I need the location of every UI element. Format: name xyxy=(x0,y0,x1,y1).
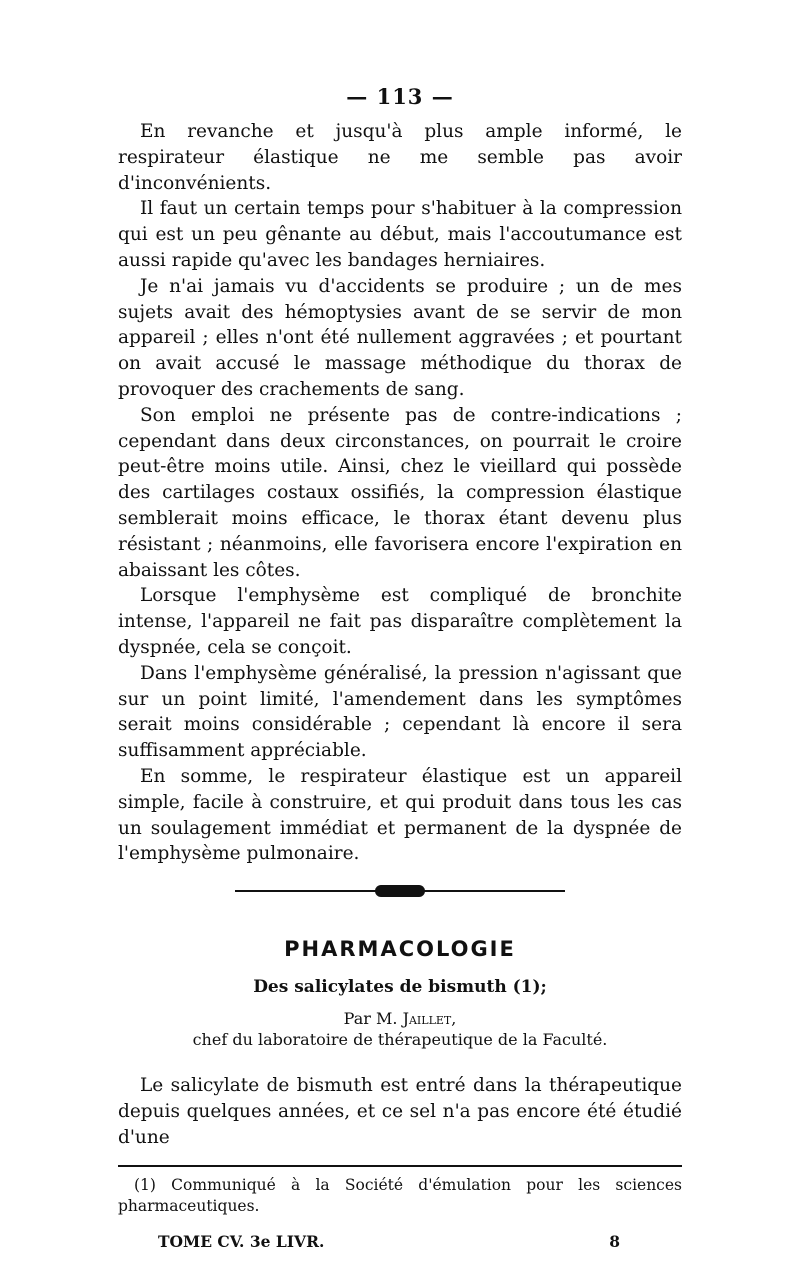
rule-ornament xyxy=(375,885,425,897)
ornamental-rule xyxy=(235,885,565,897)
paragraph: Il faut un certain temps pour s'habituer à la compression qui est un peu gênante au début, mais l'accoutumance est aussi rapide qu'avec les bandages herniaires. xyxy=(118,198,682,271)
footnote-rule xyxy=(118,1165,682,1167)
byline-prefix: Par M. xyxy=(343,1009,398,1029)
signature-number: 8 xyxy=(609,1232,620,1251)
paragraph: Son emploi ne présente pas de contre-indications ; cependant dans deux circonstances, on pourrait le croire peut-être moins utile. Ainsi, chez le vieillard qui possède des cartilages costaux ossifiés, la compression élastique semblerait moins efficace, le thorax étant devenu plus résistant ; néanmoins, elle favorisera encore l'expiration en abaissant les côtes. xyxy=(118,404,682,581)
author-name: Jaillet, xyxy=(402,1009,457,1029)
signature-volume: TOME CV. 3e LIVR. xyxy=(158,1232,325,1251)
footnote: (1) Communiqué à la Société d'émulation pour les sciences pharmaceutiques. xyxy=(118,1175,682,1215)
paragraph: Dans l'emphysème généralisé, la pression n'agissant que sur un point limité, l'amendement dans les symptômes serait moins considérable ; cependant là encore il sera suffisamment appréciable. xyxy=(118,662,682,762)
paragraph: En revanche et jusqu'à plus ample informé, le respirateur élastique ne me semble pas avoir d'inconvénients. xyxy=(118,121,682,194)
page-number: — 113 — xyxy=(346,84,454,109)
byline xyxy=(118,1009,682,1028)
author-affiliation: chef du laboratoire de thérapeutique de la Faculté. xyxy=(192,1030,608,1050)
paragraph: Lorsque l'emphysème est compliqué de bronchite intense, l'appareil ne fait pas disparaître complètement la dyspnée, cela se conçoit. xyxy=(118,585,682,658)
article-title: Des salicylates de bismuth (1); xyxy=(253,977,547,998)
section-heading: PHARMACOLOGIE xyxy=(284,937,516,962)
paragraph: Je n'ai jamais vu d'accidents se produire ; un de mes sujets avait des hémoptysies avant de se servir de mon appareil ; elles n'ont été nullement aggravées ; et pourtant on avait accusé le massage méthodique du thorax de provoquer des crachements de sang. xyxy=(118,275,682,400)
page xyxy=(118,84,682,1251)
article-body: Le salicylate de bismuth est entré dans la thérapeutique depuis quelques années, et ce sel n'a pas encore été étudié d'une xyxy=(118,1075,682,1148)
paragraph: En somme, le respirateur élastique est un appareil simple, facile à construire, et qui produit dans tous les cas un soulagement immédiat et permanent de la dyspnée de l'emphysème pulmonaire. xyxy=(118,765,682,865)
printer-signature xyxy=(118,1232,682,1251)
